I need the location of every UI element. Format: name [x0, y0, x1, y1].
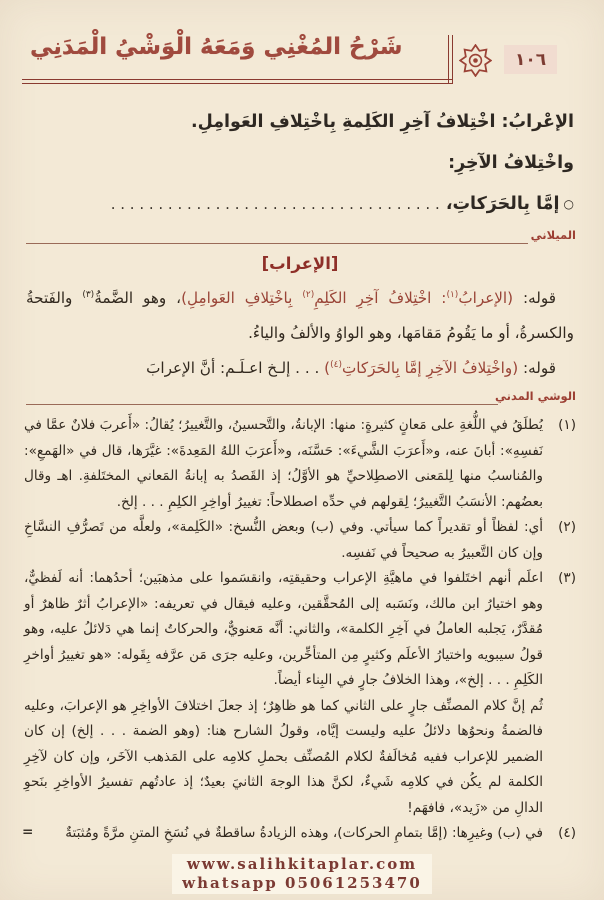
footnote-3: [24, 566, 576, 821]
matn-line: واخْتِلافُ الآخِرِ:: [448, 153, 574, 173]
footnote-text: أي: لفظاً أو تقديراً كما سيأتي. وفي (ب) وبعض النُّسخ: «الكَلِمة»، ولعلَّه من تَصرُّفِ النسَّاخِ وإن كان التَّعبيرُ به صحيحاً في نَفسِه.: [24, 519, 543, 561]
matn-quote: ): [324, 359, 331, 377]
divider-line: [26, 404, 498, 405]
ellipsis-dots: . . . . . . . . . . . . . . . . . . . . . . . . . . . . . . . . . . .: [110, 195, 440, 213]
footnotes-section: [24, 413, 576, 847]
footnote-text: ثُم إنَّ كلام المصنِّف جارٍ على الثاني كما هو ظاهِرٌ؛ إذ جعلَ اختلافَ الأواخِرِ هو الإعرابَ، وعليه فالضمةُ ونحوُها دلائلُ عليه وليست إيَّاه، وقولُ الشارح هنا: (وهو الضمة . . . إلخ) إن كان الضمير للإعراب ففيه مُخالَفةٌ لكلام المُصنِّف بحملِ كلامِه على المَذهب الآخَر، وإن كان لآخِرِ الكلمة لم يكُن في كلامِه شَيءٌ، لكنَّ هذا الوجهَ الثانيَ بعيدٌ؛ إذ عادتُهم تفسيرُ الأواخِرِ بنَحوِ الدالِ من «زَيد»، فافهَم!: [24, 697, 543, 816]
footnote-ref: (٣): [82, 289, 95, 300]
footnote-text: اعلَم أنهم اختَلفوا في ماهيَّةِ الإعراب وحقيقتِه، وانقسَموا على مذهبَين؛ أحدُهما: أنه لَفظيٌّ، وهو اختيارُ ابن مالك، ونَسَبه إلى المُحقَّقين، وعليه فيقال في تعريفه: «الإعرابُ أثرٌ ظاهرٌ أو مُقدَّرٌ، يَجلبه العاملُ في آخِرِ الكلمة»، والثاني: أنَّه مَعنويٌّ، والحركاتُ إنما هي دَلائلُ عليه، وهو قولُ سيبويه واختيارُ الأعلَم وكثيرٍ مِن المتأخِّرين، وعليه جرَى مَن عرَّفه بِقَوله: «هو تغييرُ أواخرِ الكَلِمِ . . . إلخ»، وهذا الخلافُ جارٍ في البِناء أيضاً.: [24, 570, 543, 688]
divider-label: الوشي المدني: [495, 389, 576, 403]
matn-quote: بِاخْتِلافِ العَوامِلِ): [181, 289, 303, 307]
matn-line: الإعْرابُ: اخْتِلافُ آخِرِ الكَلِمةِ بِاخْتِلافِ العَوامِلِ.: [190, 112, 574, 132]
footnote-marker: (٣): [558, 570, 576, 586]
footnote-text: في (ب) وغيرِها: (إمَّا بتمامِ الحركات)، وهذه الزيادةُ ساقطةٌ في نُسَخِ المتنِ مرَّةً ومُثبَتةٌ: [65, 825, 543, 841]
matn-line-text: إمَّا بِالحَرَكاتِ،: [445, 194, 560, 214]
matn-quote: : اخْتِلافُ آخِرِ الكَلِمِ: [314, 289, 447, 307]
circle-marker: ○: [563, 197, 574, 211]
footnote-1: [24, 413, 576, 515]
footnote-text: يُطلَقُ في اللُّغةِ على مَعانٍ كثيرةٍ: منها: الإبانةُ، والتَّحسينُ، والتَّغييرُ؛ يُقالُ: «أَعربَ فلانٌ عمَّا في نَفسِهِ»: أبانَ عنه، و«أَعرَبَ الشَّيءَ»: حَسَّنَه، و«أَعرَبَ اللهُ المَعِدةَ»: غيَّرَها، قال في «الهَمعِ»: والمُناسبُ منها لِلمَعنى الاصطِلاحيِّ هو الأوَّلُ؛ إذ القَصدُ به إبانةُ المَعاني المختَلفةِ. اهـ وقال بعضُهم: الأنسَبُ التَّغييرُ؛ لِقولهم في حدِّه اصطلاحاً: تغييرُ أواخِرِ الكلِمِ . . . إلخ.: [24, 417, 543, 510]
book-title: شَرْحُ المُغْنِي وَمَعَهُ الْوَشْيُ الْمَدَنِي: [30, 34, 403, 60]
footnote-ref: (٤): [330, 359, 342, 370]
continuation-mark: =: [22, 824, 34, 840]
matn-quote: (الإعرابُ: [458, 289, 514, 307]
footer-website: www.salihkitaplar.com: [186, 855, 418, 873]
footnote-4: [24, 821, 576, 847]
header-rule-corner: [448, 35, 453, 84]
header-double-rule: [22, 79, 452, 84]
footnote-marker: (٤): [558, 825, 576, 841]
matn-quote: (واخْتِلافُ الآخِرِ إمَّا بِالحَرَكاتِ: [341, 359, 519, 377]
footnote-ref: (٢): [302, 289, 315, 300]
footnote-2: [24, 515, 576, 566]
footnote-marker: (١): [558, 417, 576, 433]
commentary-paragraph: قوله: (واخْتِلافُ الآخِرِ إمَّا بِالحَرَكاتِ$^{(٤)}$) . . . إلـخ اعـلَـم: أنَّ الإعرابَ: [146, 359, 556, 377]
divider-line: [26, 243, 528, 244]
divider-milani: [26, 227, 576, 248]
page-number: ١٠٦: [504, 45, 557, 74]
divider-label: الميلاني: [530, 228, 576, 242]
commentary-section: [26, 254, 574, 386]
footer-whatsapp: whatsapp 05061253470: [182, 874, 422, 892]
divider-washi: [26, 388, 576, 409]
rosette-icon: [459, 44, 492, 77]
section-heading: [الإعراب]: [261, 254, 339, 273]
footnote-ref: (١): [446, 289, 459, 300]
matn-line: [26, 184, 574, 225]
footnote-marker: (٢): [558, 519, 576, 535]
matn-section: [26, 102, 574, 225]
commentary-paragraph: قوله: (الإعرابُ$^{(١)}$: اخْتِلافُ آخِرِ الكَلِمِ$^{(٢)}$ بِاخْتِلافِ العَوامِلِ)، وهو الضَّمةُ$^{(٣)}$ والفَتحةُ والكسرةُ، أو ما يَقُومُ مَقامَها، وهو الواوُ والألفُ والياءُ.: [26, 289, 574, 342]
page-header: [0, 0, 604, 94]
page-footer: [0, 854, 604, 894]
